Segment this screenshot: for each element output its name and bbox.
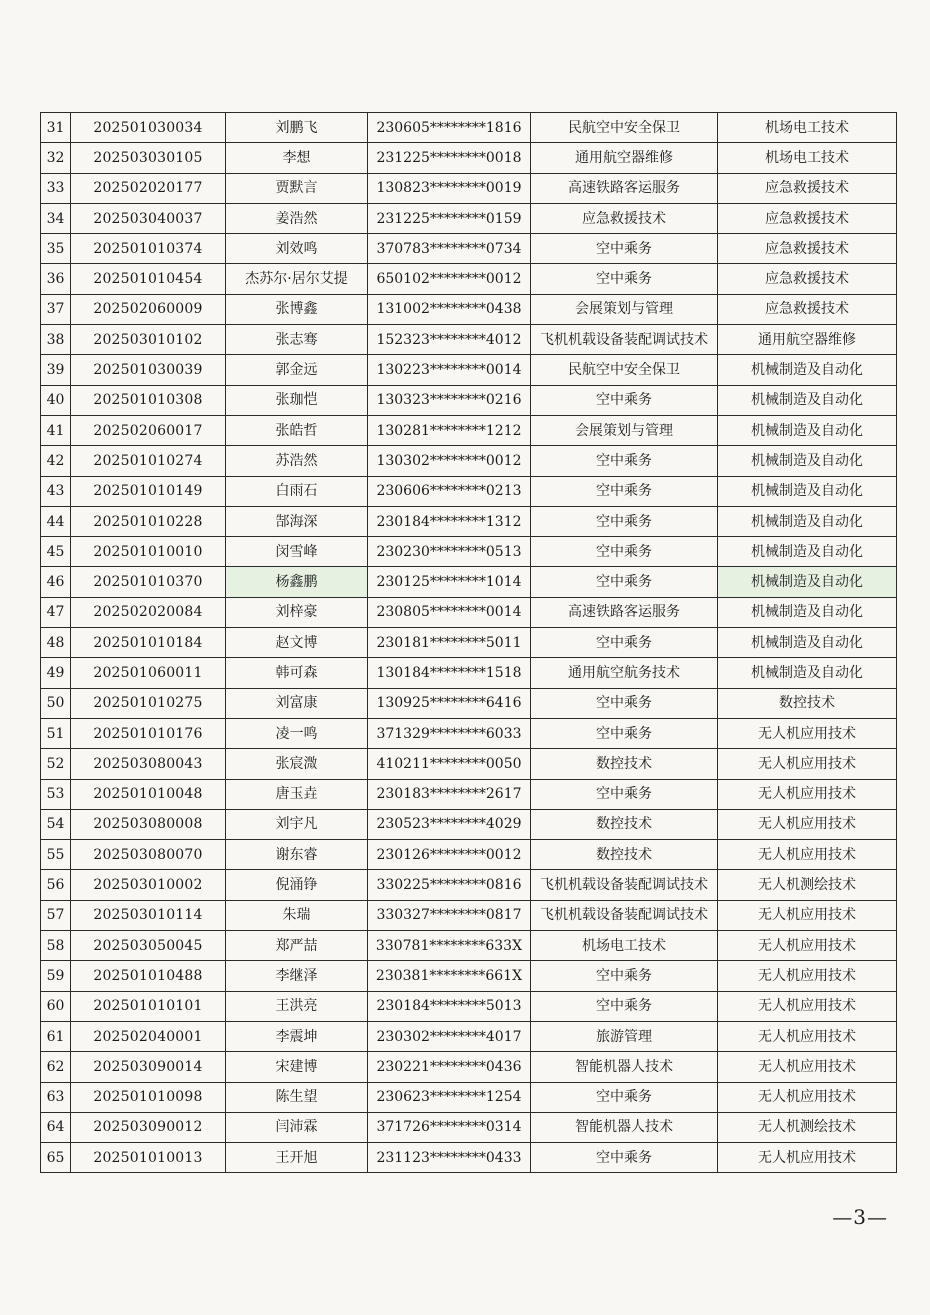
student-id-cell: 202501010184: [71, 628, 226, 658]
student-id-cell: 202503010102: [71, 325, 226, 355]
target-major-cell: 机械制造及自动化: [718, 476, 897, 506]
student-name-cell: 郜海深: [226, 506, 368, 536]
target-major-cell: 应急救援技术: [718, 264, 897, 294]
original-major-cell: 高速铁路客运服务: [531, 597, 718, 627]
table-row: [41, 779, 897, 809]
student-name-cell: 王开旭: [226, 1143, 368, 1173]
original-major-cell: 空中乘务: [531, 1143, 718, 1173]
student-id-cell: 202501010488: [71, 961, 226, 991]
original-major-cell: 智能机器人技术: [531, 1112, 718, 1142]
target-major-cell: 无人机测绘技术: [718, 870, 897, 900]
student-name-cell: 谢东睿: [226, 840, 368, 870]
id-card-number-cell: 330781********633X: [368, 931, 531, 961]
original-major-cell: 空中乘务: [531, 688, 718, 718]
student-id-cell: 202503040037: [71, 203, 226, 233]
id-card-number-cell: 130223********0014: [368, 355, 531, 385]
row-number-cell: 59: [41, 961, 71, 991]
student-name-cell: 王洪亮: [226, 991, 368, 1021]
id-card-number-cell: 230302********4017: [368, 1021, 531, 1051]
id-card-number-cell: 130184********1518: [368, 658, 531, 688]
student-name-cell: 白雨石: [226, 476, 368, 506]
table-row: [41, 203, 897, 233]
target-major-cell: 无人机应用技术: [718, 931, 897, 961]
table-row: [41, 1112, 897, 1142]
original-major-cell: 民航空中安全保卫: [531, 355, 718, 385]
id-card-number-cell: 131002********0438: [368, 294, 531, 324]
student-transfer-table: [40, 112, 897, 1173]
table-row: [41, 173, 897, 203]
student-name-cell: 张志骞: [226, 325, 368, 355]
row-number-cell: 41: [41, 415, 71, 445]
student-id-cell: 202503080008: [71, 809, 226, 839]
student-name-cell: 韩可森: [226, 658, 368, 688]
original-major-cell: 旅游管理: [531, 1021, 718, 1051]
student-id-cell: 202502040001: [71, 1021, 226, 1051]
student-name-cell: 赵文博: [226, 628, 368, 658]
student-name-cell: 凌一鸣: [226, 718, 368, 748]
original-major-cell: 高速铁路客运服务: [531, 173, 718, 203]
student-id-cell: 202501010275: [71, 688, 226, 718]
original-major-cell: 空中乘务: [531, 385, 718, 415]
original-major-cell: 空中乘务: [531, 567, 718, 597]
original-major-cell: 空中乘务: [531, 961, 718, 991]
table-row: [41, 415, 897, 445]
student-name-cell: 张博鑫: [226, 294, 368, 324]
student-id-cell: 202502060017: [71, 415, 226, 445]
table-row: [41, 537, 897, 567]
table-row: [41, 143, 897, 173]
row-number-cell: 51: [41, 718, 71, 748]
original-major-cell: 飞机机载设备装配调试技术: [531, 325, 718, 355]
original-major-cell: 空中乘务: [531, 718, 718, 748]
table-row: [41, 264, 897, 294]
student-id-cell: 202503090014: [71, 1052, 226, 1082]
table-row: [41, 1082, 897, 1112]
row-number-cell: 62: [41, 1052, 71, 1082]
student-name-cell: 宋建博: [226, 1052, 368, 1082]
table-row: [41, 688, 897, 718]
table-row: [41, 809, 897, 839]
table-row: [41, 840, 897, 870]
id-card-number-cell: 231225********0159: [368, 203, 531, 233]
target-major-cell: 机械制造及自动化: [718, 446, 897, 476]
id-card-number-cell: 330327********0817: [368, 900, 531, 930]
target-major-cell: 机械制造及自动化: [718, 597, 897, 627]
row-number-cell: 61: [41, 1021, 71, 1051]
target-major-cell: 无人机应用技术: [718, 1021, 897, 1051]
id-card-number-cell: 230181********5011: [368, 628, 531, 658]
student-name-cell: 闫沛霖: [226, 1112, 368, 1142]
student-id-cell: 202501060011: [71, 658, 226, 688]
id-card-number-cell: 230623********1254: [368, 1082, 531, 1112]
student-name-cell: 刘宇凡: [226, 809, 368, 839]
student-name-cell: 郭金远: [226, 355, 368, 385]
original-major-cell: 应急救援技术: [531, 203, 718, 233]
id-card-number-cell: 130925********6416: [368, 688, 531, 718]
student-name-cell: 苏浩然: [226, 446, 368, 476]
original-major-cell: 空中乘务: [531, 476, 718, 506]
id-card-number-cell: 370783********0734: [368, 234, 531, 264]
target-major-cell: 无人机应用技术: [718, 991, 897, 1021]
row-number-cell: 65: [41, 1143, 71, 1173]
table-row: [41, 1052, 897, 1082]
table-row: [41, 597, 897, 627]
id-card-number-cell: 230230********0513: [368, 537, 531, 567]
row-number-cell: 37: [41, 294, 71, 324]
id-card-number-cell: 330225********0816: [368, 870, 531, 900]
original-major-cell: 数控技术: [531, 809, 718, 839]
original-major-cell: 空中乘务: [531, 779, 718, 809]
original-major-cell: 通用航空器维修: [531, 143, 718, 173]
student-name-cell: 张皓哲: [226, 415, 368, 445]
id-card-number-cell: 130281********1212: [368, 415, 531, 445]
target-major-cell: 应急救援技术: [718, 173, 897, 203]
target-major-cell: 无人机测绘技术: [718, 1112, 897, 1142]
original-major-cell: 数控技术: [531, 840, 718, 870]
original-major-cell: 空中乘务: [531, 264, 718, 294]
student-id-cell: 202503080070: [71, 840, 226, 870]
table-row: [41, 294, 897, 324]
target-major-cell: 无人机应用技术: [718, 779, 897, 809]
student-id-cell: 202502020084: [71, 597, 226, 627]
student-name-cell: 姜浩然: [226, 203, 368, 233]
id-card-number-cell: 371726********0314: [368, 1112, 531, 1142]
row-number-cell: 63: [41, 1082, 71, 1112]
target-major-cell: 通用航空器维修: [718, 325, 897, 355]
student-id-cell: 202501010374: [71, 234, 226, 264]
target-major-cell: 机械制造及自动化: [718, 537, 897, 567]
student-name-cell: 李继泽: [226, 961, 368, 991]
student-id-cell: 202501010274: [71, 446, 226, 476]
table-row: [41, 718, 897, 748]
original-major-cell: 空中乘务: [531, 446, 718, 476]
student-id-cell: 202501010308: [71, 385, 226, 415]
id-card-number-cell: 371329********6033: [368, 718, 531, 748]
student-name-cell: 张宸溦: [226, 749, 368, 779]
student-name-cell: 张珈恺: [226, 385, 368, 415]
student-id-cell: 202503050045: [71, 931, 226, 961]
table-row: [41, 1143, 897, 1173]
row-number-cell: 54: [41, 809, 71, 839]
original-major-cell: 民航空中安全保卫: [531, 113, 718, 143]
table-row: [41, 506, 897, 536]
table-row: [41, 385, 897, 415]
original-major-cell: 会展策划与管理: [531, 415, 718, 445]
target-major-cell: 无人机应用技术: [718, 749, 897, 779]
table-row: [41, 658, 897, 688]
row-number-cell: 42: [41, 446, 71, 476]
student-id-cell: 202501010048: [71, 779, 226, 809]
row-number-cell: 33: [41, 173, 71, 203]
row-number-cell: 31: [41, 113, 71, 143]
original-major-cell: 会展策划与管理: [531, 294, 718, 324]
row-number-cell: 55: [41, 840, 71, 870]
target-major-cell: 机械制造及自动化: [718, 385, 897, 415]
table-row: [41, 567, 897, 597]
id-card-number-cell: 230184********5013: [368, 991, 531, 1021]
row-number-cell: 53: [41, 779, 71, 809]
original-major-cell: 机场电工技术: [531, 931, 718, 961]
student-id-cell: 202501030034: [71, 113, 226, 143]
student-name-cell: 闵雪峰: [226, 537, 368, 567]
row-number-cell: 52: [41, 749, 71, 779]
row-number-cell: 50: [41, 688, 71, 718]
target-major-cell: 应急救援技术: [718, 203, 897, 233]
student-id-cell: 202501010013: [71, 1143, 226, 1173]
row-number-cell: 44: [41, 506, 71, 536]
id-card-number-cell: 152323********4012: [368, 325, 531, 355]
original-major-cell: 智能机器人技术: [531, 1052, 718, 1082]
row-number-cell: 57: [41, 900, 71, 930]
original-major-cell: 飞机机载设备装配调试技术: [531, 870, 718, 900]
id-card-number-cell: 230126********0012: [368, 840, 531, 870]
original-major-cell: 空中乘务: [531, 1082, 718, 1112]
original-major-cell: 空中乘务: [531, 537, 718, 567]
student-name-cell: 杨鑫鹏: [226, 567, 368, 597]
id-card-number-cell: 130302********0012: [368, 446, 531, 476]
row-number-cell: 46: [41, 567, 71, 597]
table-row: [41, 476, 897, 506]
table-row: [41, 870, 897, 900]
target-major-cell: 无人机应用技术: [718, 1052, 897, 1082]
id-card-number-cell: 230184********1312: [368, 506, 531, 536]
id-card-number-cell: 650102********0012: [368, 264, 531, 294]
id-card-number-cell: 230606********0213: [368, 476, 531, 506]
table-row: [41, 325, 897, 355]
student-id-cell: 202503090012: [71, 1112, 226, 1142]
student-id-cell: 202503080043: [71, 749, 226, 779]
id-card-number-cell: 231123********0433: [368, 1143, 531, 1173]
target-major-cell: 机械制造及自动化: [718, 628, 897, 658]
original-major-cell: 通用航空航务技术: [531, 658, 718, 688]
student-id-cell: 202503010114: [71, 900, 226, 930]
student-id-cell: 202501010370: [71, 567, 226, 597]
student-id-cell: 202501010176: [71, 718, 226, 748]
target-major-cell: 无人机应用技术: [718, 809, 897, 839]
id-card-number-cell: 230381********661X: [368, 961, 531, 991]
row-number-cell: 60: [41, 991, 71, 1021]
row-number-cell: 64: [41, 1112, 71, 1142]
row-number-cell: 47: [41, 597, 71, 627]
student-id-cell: 202501010098: [71, 1082, 226, 1112]
student-id-cell: 202501010228: [71, 506, 226, 536]
table-row: [41, 234, 897, 264]
table-body: [41, 113, 897, 1173]
target-major-cell: 机械制造及自动化: [718, 658, 897, 688]
id-card-number-cell: 130823********0019: [368, 173, 531, 203]
student-name-cell: 李想: [226, 143, 368, 173]
student-name-cell: 倪涌铮: [226, 870, 368, 900]
id-card-number-cell: 410211********0050: [368, 749, 531, 779]
target-major-cell: 机械制造及自动化: [718, 415, 897, 445]
target-major-cell: 机场电工技术: [718, 143, 897, 173]
student-id-cell: 202501010149: [71, 476, 226, 506]
page-number: —3—: [832, 1205, 888, 1229]
table-row: [41, 355, 897, 385]
table-row: [41, 749, 897, 779]
original-major-cell: 空中乘务: [531, 628, 718, 658]
student-name-cell: 刘鹏飞: [226, 113, 368, 143]
student-name-cell: 刘梓豪: [226, 597, 368, 627]
student-id-cell: 202502060009: [71, 294, 226, 324]
id-card-number-cell: 230605********1816: [368, 113, 531, 143]
student-name-cell: 刘富康: [226, 688, 368, 718]
student-name-cell: 刘效鸣: [226, 234, 368, 264]
target-major-cell: 机械制造及自动化: [718, 506, 897, 536]
row-number-cell: 49: [41, 658, 71, 688]
student-name-cell: 朱瑞: [226, 900, 368, 930]
target-major-cell: 无人机应用技术: [718, 718, 897, 748]
target-major-cell: 无人机应用技术: [718, 961, 897, 991]
original-major-cell: 空中乘务: [531, 991, 718, 1021]
table-row: [41, 113, 897, 143]
target-major-cell: 机场电工技术: [718, 113, 897, 143]
student-id-cell: 202501010010: [71, 537, 226, 567]
student-id-cell: 202503030105: [71, 143, 226, 173]
id-card-number-cell: 230125********1014: [368, 567, 531, 597]
row-number-cell: 36: [41, 264, 71, 294]
row-number-cell: 39: [41, 355, 71, 385]
student-name-cell: 贾默言: [226, 173, 368, 203]
student-id-cell: 202501010454: [71, 264, 226, 294]
row-number-cell: 38: [41, 325, 71, 355]
student-id-cell: 202503010002: [71, 870, 226, 900]
table-row: [41, 931, 897, 961]
row-number-cell: 40: [41, 385, 71, 415]
original-major-cell: 数控技术: [531, 749, 718, 779]
row-number-cell: 45: [41, 537, 71, 567]
table-row: [41, 991, 897, 1021]
target-major-cell: 无人机应用技术: [718, 840, 897, 870]
row-number-cell: 34: [41, 203, 71, 233]
table-row: [41, 446, 897, 476]
row-number-cell: 58: [41, 931, 71, 961]
row-number-cell: 35: [41, 234, 71, 264]
id-card-number-cell: 130323********0216: [368, 385, 531, 415]
target-major-cell: 无人机应用技术: [718, 1082, 897, 1112]
table-row: [41, 961, 897, 991]
original-major-cell: 空中乘务: [531, 506, 718, 536]
original-major-cell: 空中乘务: [531, 234, 718, 264]
table-row: [41, 628, 897, 658]
student-name-cell: 陈生望: [226, 1082, 368, 1112]
student-id-cell: 202501010101: [71, 991, 226, 1021]
table-row: [41, 1021, 897, 1051]
student-name-cell: 李震坤: [226, 1021, 368, 1051]
row-number-cell: 48: [41, 628, 71, 658]
id-card-number-cell: 231225********0018: [368, 143, 531, 173]
target-major-cell: 无人机应用技术: [718, 1143, 897, 1173]
id-card-number-cell: 230221********0436: [368, 1052, 531, 1082]
row-number-cell: 56: [41, 870, 71, 900]
student-name-cell: 杰苏尔·居尔艾提: [226, 264, 368, 294]
row-number-cell: 32: [41, 143, 71, 173]
target-major-cell: 机械制造及自动化: [718, 567, 897, 597]
original-major-cell: 飞机机载设备装配调试技术: [531, 900, 718, 930]
target-major-cell: 无人机应用技术: [718, 900, 897, 930]
student-name-cell: 郑严喆: [226, 931, 368, 961]
id-card-number-cell: 230183********2617: [368, 779, 531, 809]
target-major-cell: 机械制造及自动化: [718, 355, 897, 385]
student-id-cell: 202501030039: [71, 355, 226, 385]
id-card-number-cell: 230523********4029: [368, 809, 531, 839]
table-row: [41, 900, 897, 930]
target-major-cell: 数控技术: [718, 688, 897, 718]
row-number-cell: 43: [41, 476, 71, 506]
student-name-cell: 唐玉垚: [226, 779, 368, 809]
student-id-cell: 202502020177: [71, 173, 226, 203]
target-major-cell: 应急救援技术: [718, 234, 897, 264]
id-card-number-cell: 230805********0014: [368, 597, 531, 627]
target-major-cell: 应急救援技术: [718, 294, 897, 324]
